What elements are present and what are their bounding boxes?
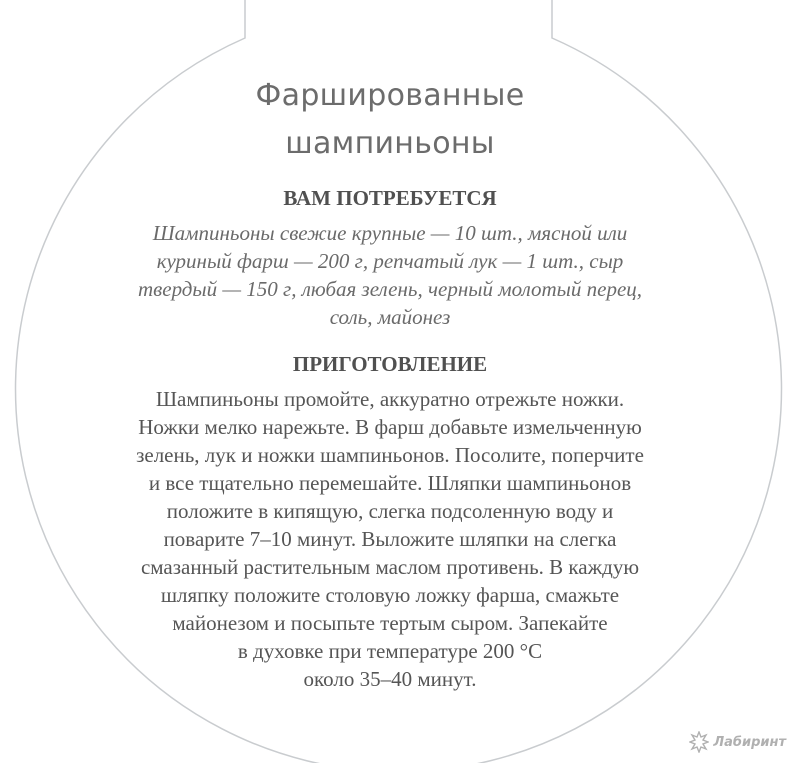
method-heading: ПРИГОТОВЛЕНИЕ	[292, 352, 488, 376]
title-line: Фаршированные	[255, 78, 525, 113]
watermark-text: Лабиринт	[713, 734, 786, 750]
method-line: Шампиньоны промойте, аккуратно отрежьте ножки.	[155, 387, 625, 411]
method-line: в духовке при температуре 200 °С	[237, 639, 543, 663]
ingredients-line: Шампиньоны свежие крупные — 10 шт., мясной или	[152, 221, 628, 245]
method-line: Ножки мелко нарежьте. В фарш добавьте измельченную	[138, 415, 642, 439]
ingredients-text	[110, 219, 670, 331]
watermark	[689, 731, 786, 753]
ingredients-line: соль, майонез	[329, 305, 451, 329]
method-line: около 35–40 минут.	[303, 667, 477, 691]
labyrinth-logo-icon	[689, 731, 709, 753]
method-line: положите в кипящую, слегка подсоленную воду и	[166, 499, 614, 523]
method-line: смазанный растительным маслом противень. В каждую	[140, 555, 640, 579]
method-line: майонезом и посыпьте тертым сыром. Запекайте	[172, 611, 608, 635]
ingredients-line: куриный фарш — 200 г, репчатый лук — 1 шт., сыр	[156, 249, 624, 273]
method-text	[100, 385, 680, 693]
ingredients-line: твердый — 150 г, любая зелень, черный молотый перец,	[137, 277, 643, 301]
recipe-title	[150, 72, 630, 168]
title-line: шампиньоны	[285, 126, 495, 161]
ingredients-heading: ВАМ ПОТРЕБУЕТСЯ	[283, 186, 497, 210]
method-line: и все тщательно перемешайте. Шляпки шампиньонов	[148, 471, 632, 495]
method-line: зелень, лук и ножки шампиньонов. Посолите, поперчите	[136, 443, 644, 467]
method-line: поварите 7–10 минут. Выложите шляпки на слегка	[163, 527, 617, 551]
method-line: шляпку положите столовую ложку фарша, смажьте	[160, 583, 620, 607]
